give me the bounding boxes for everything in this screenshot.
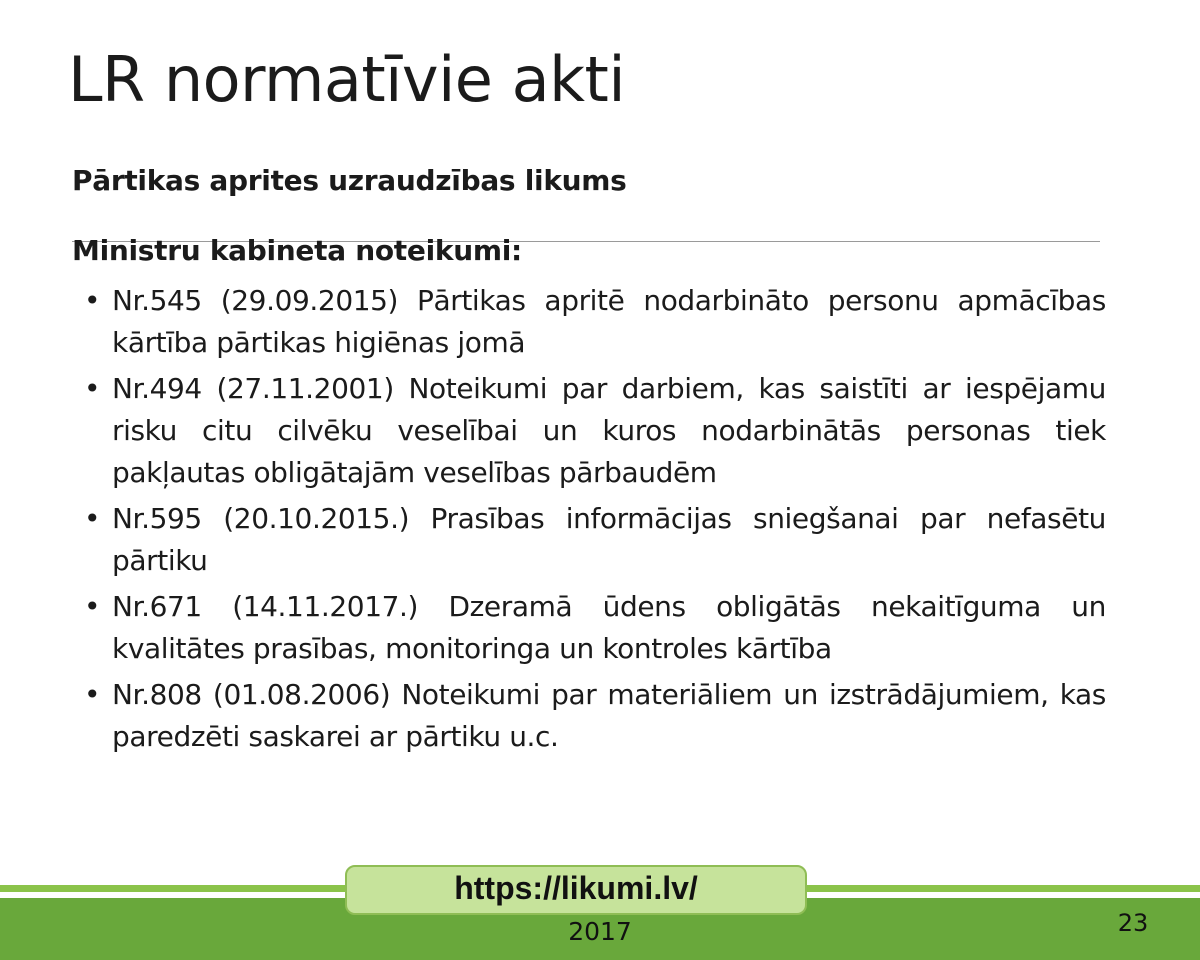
- section-heading: Ministru kabineta noteikumi:: [72, 234, 522, 267]
- slide-title: LR normatīvie akti: [68, 43, 626, 116]
- bullet-icon: •: [84, 678, 101, 711]
- list-item-text: Nr.494 (27.11.2001) Noteikumi par darbiem, kas saistīti ar iespējamu risku citu cilvēku veselībai un kuros nodarbinātās personas tiek pakļautas obligātajām veselības pārbaudēm: [112, 372, 1106, 489]
- bullet-icon: •: [84, 372, 101, 405]
- regulations-list: [84, 280, 1106, 762]
- bullet-icon: •: [84, 502, 101, 535]
- likumi-link[interactable]: https://likumi.lv/: [454, 870, 698, 906]
- list-item-text: Nr.545 (29.09.2015) Pārtikas apritē nodarbināto personu apmācības kārtība pārtikas higiēnas jomā: [112, 284, 1106, 359]
- footer-year: 2017: [568, 917, 632, 946]
- law-title: Pārtikas aprites uzraudzības likums: [72, 164, 627, 197]
- list-item: [84, 368, 1106, 494]
- list-item: [84, 586, 1106, 670]
- bullet-icon: •: [84, 590, 101, 623]
- list-item: [84, 674, 1106, 758]
- list-item-text: Nr.595 (20.10.2015.) Prasības informācijas sniegšanai par nefasētu pārtiku: [112, 502, 1106, 577]
- list-item: [84, 280, 1106, 364]
- page-number: 23: [1117, 909, 1149, 937]
- list-item-text: Nr.671 (14.11.2017.) Dzeramā ūdens obligātās nekaitīguma un kvalitātes prasības, monitoringa un kontroles kārtība: [112, 590, 1106, 665]
- bullet-icon: •: [84, 284, 101, 317]
- list-item: [84, 498, 1106, 582]
- list-item-text: Nr.808 (01.08.2006) Noteikumi par materiāliem un izstrādājumiem, kas paredzēti saskarei ar pārtiku u.c.: [112, 678, 1106, 753]
